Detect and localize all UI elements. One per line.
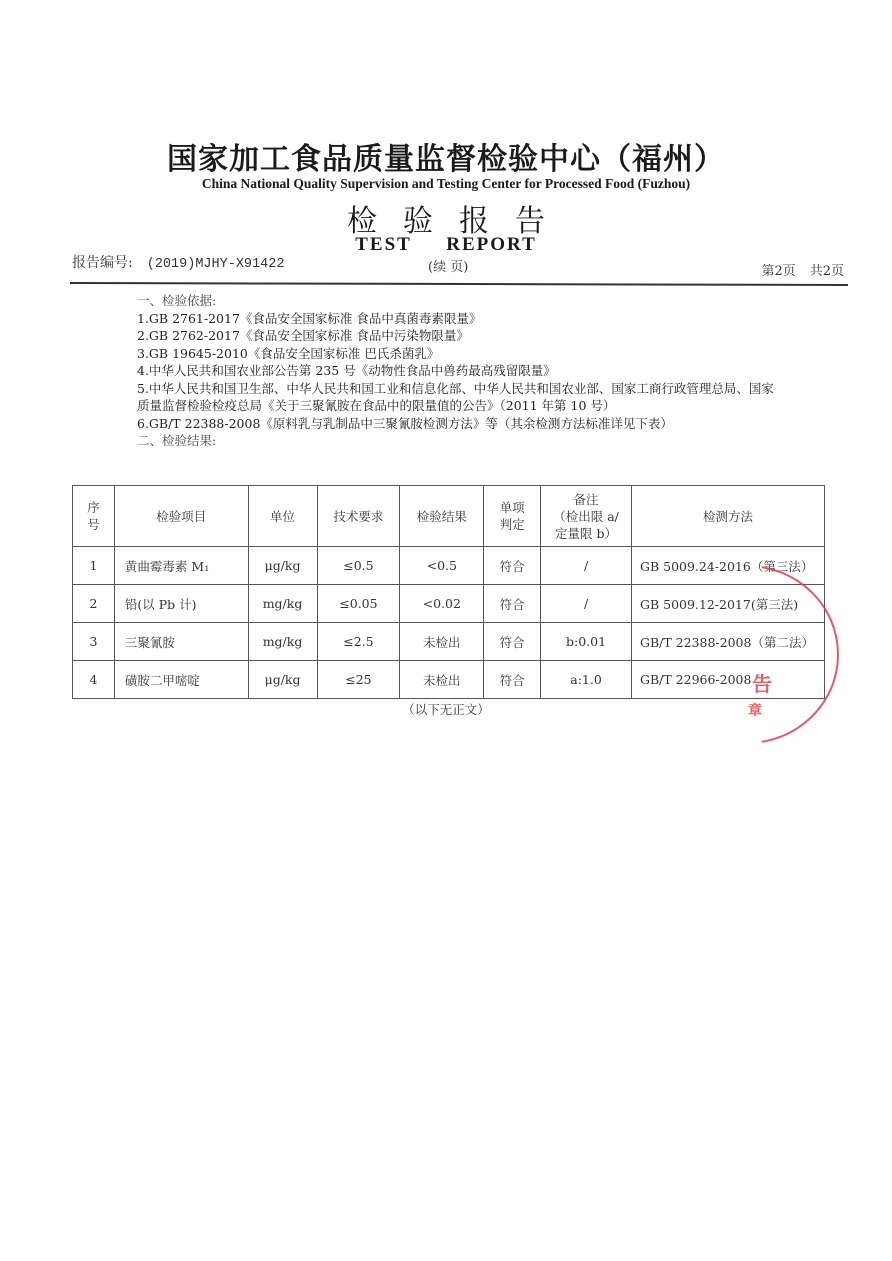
org-name-en: China National Quality Supervision and Testing Center for Processed Food (Fuzhou)	[201, 176, 691, 191]
header-rule	[70, 282, 848, 286]
cell-requirement: ≤2.5	[317, 623, 400, 661]
cell-note: a:1.0	[541, 661, 632, 699]
cell-unit: mg/kg	[248, 585, 317, 623]
page-indicator	[761, 260, 844, 279]
cell-result: <0.02	[400, 585, 484, 623]
cell-seq: 1	[73, 547, 115, 585]
table-header-row	[73, 486, 825, 547]
col-note: 备注 （检出限 a/ 定量限 b）	[541, 486, 632, 547]
doc-title-cn: 检验报告	[347, 204, 571, 239]
cell-seq: 2	[73, 585, 115, 623]
cell-method: GB 5009.12-2017(第三法)	[631, 585, 824, 623]
col-method: 检测方法	[631, 486, 824, 547]
table-row	[73, 623, 825, 661]
report-number-value: (2019)MJHY-X91422	[146, 257, 285, 272]
table-row	[73, 661, 825, 699]
cell-verdict: 符合	[484, 547, 541, 585]
col-requirement: 技术要求	[317, 486, 400, 547]
page-current: 第2页	[761, 264, 796, 279]
col-result: 检验结果	[400, 486, 484, 547]
basis-item: 6.GB/T 22388-2008《原料乳与乳制品中三聚氰胺检测方法》等（其余检测方法标准详见下表）	[137, 415, 673, 431]
basis-item: 3.GB 19645-2010《食品安全国家标准 巴氏杀菌乳》	[137, 345, 440, 361]
cell-result: <0.5	[400, 547, 484, 585]
col-item: 检验项目	[114, 486, 248, 547]
continued-label: (续 页)	[428, 260, 469, 275]
cell-note: b:0.01	[541, 623, 632, 661]
table-row	[73, 547, 825, 585]
basis-item: 4.中华人民共和国农业部公告第 235 号《动物性食品中兽药最高残留限量》	[137, 363, 556, 378]
cell-note: /	[541, 585, 632, 623]
report-number	[72, 252, 284, 272]
col-unit: 单位	[248, 486, 317, 547]
seal-char: 章	[748, 703, 762, 719]
cell-requirement: ≤0.05	[317, 585, 400, 623]
page-total: 共2页	[809, 264, 844, 279]
cell-method: GB 5009.24-2016（第三法）	[631, 547, 824, 585]
basis-item: 5.中华人民共和国卫生部、中华人民共和国工业和信息化部、中华人民共和国农业部、国家工商行政管理总局、国家质量监督检验检疫总局《关于三聚氰胺在食品中的限量值的公告》（2011 年第 10 号）	[137, 380, 774, 413]
cell-requirement: ≤0.5	[317, 547, 400, 585]
basis-item: 1.GB 2761-2017《食品安全国家标准 食品中真菌毒素限量》	[137, 310, 482, 326]
cell-method: GB/T 22966-2008	[631, 661, 824, 699]
basis-item: 2.GB 2762-2017《食品安全国家标准 食品中污染物限量》	[137, 328, 469, 343]
cell-result: 未检出	[400, 623, 484, 661]
basis-heading: 一、检验依据:	[137, 293, 217, 308]
results-table	[72, 485, 825, 699]
table-row	[73, 585, 825, 623]
cell-unit: mg/kg	[248, 623, 317, 661]
doc-title-en: TEST REPORT	[355, 234, 537, 255]
end-of-text-note: （以下无正文）	[402, 702, 490, 717]
test-basis-section	[137, 292, 777, 450]
cell-seq: 4	[73, 661, 115, 699]
report-number-label: 报告编号:	[72, 255, 133, 271]
cell-method: GB/T 22388-2008（第二法）	[631, 623, 824, 661]
col-verdict: 单项 判定	[484, 486, 541, 547]
cell-item: 磺胺二甲嘧啶	[114, 661, 248, 699]
seal-char: 告	[752, 672, 772, 696]
cell-seq: 3	[73, 623, 115, 661]
cell-unit: μg/kg	[248, 661, 317, 699]
cell-item: 三聚氰胺	[114, 623, 248, 661]
cell-item: 铅(以 Pb 计)	[114, 585, 248, 623]
results-heading: 二、检验结果:	[137, 433, 217, 448]
cell-verdict: 符合	[484, 585, 541, 623]
org-name-cn: 国家加工食品质量监督检验中心（福州）	[167, 142, 725, 177]
col-seq: 序 号	[73, 486, 115, 547]
cell-item: 黄曲霉毒素 M₁	[114, 547, 248, 585]
cell-note: /	[541, 547, 632, 585]
cell-unit: μg/kg	[248, 547, 317, 585]
cell-verdict: 符合	[484, 661, 541, 699]
cell-result: 未检出	[400, 661, 484, 699]
cell-verdict: 符合	[484, 623, 541, 661]
cell-requirement: ≤25	[317, 661, 400, 699]
